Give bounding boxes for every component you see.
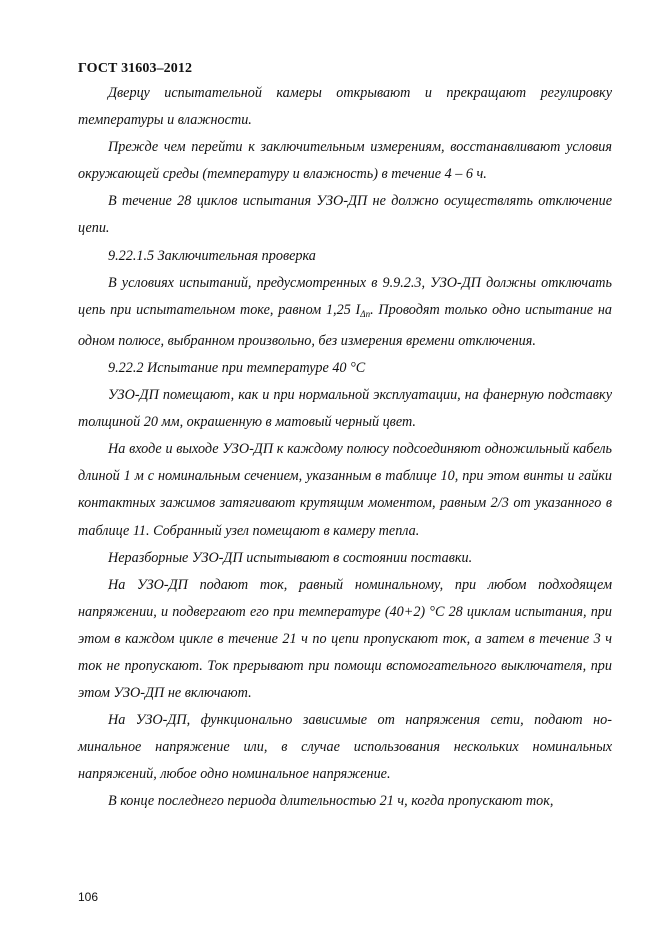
paragraph-plywood-stand: УЗО-ДП помещают, как и при нормальной эксплуатации, на фанерную подставку толщиной 20 мм, окрашенную в матовый черный цвет. [78, 387, 612, 431]
final-check-text-start: В условиях испытаний, предусмотренных в 9.9.2.3, УЗО-ДП должны отключать цепь при испытательном токе, равном 1,25 I [78, 274, 612, 318]
paragraph-3: В течение 28 циклов испытания УЗО-ДП не должно осуществлять отключение цепи. [78, 193, 612, 237]
paragraph-cable-connection: На входе и выходе УЗО-ДП к каждому полюсу подсоединяют одножильный кабель длиной 1 м с номинальным сечением, указанным в таблице 10, при этом винты и гайки контактных зажимов затягивают крутящим моментом, равным 2/3 от указанного в таблице 11. Собранный узел помещают в камеру тепла. [78, 441, 612, 539]
paragraph-non-demountable: Неразборные УЗО-ДП испытывают в состоянии поставки. [108, 549, 473, 566]
paragraph-final-check [78, 270, 612, 355]
section-heading-9-22-2: 9.22.2 Испытание при температуре 40 °С [108, 359, 366, 376]
section-heading-9-22-1-5: 9.22.1.5 Заключительная проверка [108, 247, 316, 264]
document-body [78, 80, 612, 816]
current-subscript: Δn [360, 308, 371, 319]
paragraph-voltage-dependent: На УЗО-ДП, функционально зависимые от напряжения сети, подают номинальное напряжение или, в случае использования нескольких номинальных напряжений, любое одно номинальное напряжение. [78, 712, 612, 783]
page-number: 106 [78, 890, 99, 904]
document-header: ГОСТ 31603–2012 [78, 61, 193, 76]
paragraph-1: Дверцу испытательной камеры открывают и прекращают регулировку температуры и влажности. [78, 85, 612, 129]
final-check-text-end: . Проводят только одно испытание на одном полюсе, выбранном произвольно, без измерения времени отключения. [78, 301, 612, 349]
paragraph-2: Прежде чем перейти к заключительным измерениям, восстанавливают условия окружающей среды (температуру и влажность) в течение 4 – 6 ч. [78, 139, 612, 183]
paragraph-last-period: В конце последнего периода длительностью 21 ч, когда пропускают ток, [108, 793, 554, 810]
paragraph-test-cycles: На УЗО-ДП подают ток, равный номинальному, при любом подходящем напряжении, и подвергают его при температуре (40+2) °С 28 циклам испытания, при этом в каждом цикле в течение 21 ч по цепи пропускают ток, а затем в течение 3 ч ток не пропускают. Ток прерывают при помощи вспомогательного выключателя, при этом УЗО-ДП не включают. [78, 576, 612, 702]
